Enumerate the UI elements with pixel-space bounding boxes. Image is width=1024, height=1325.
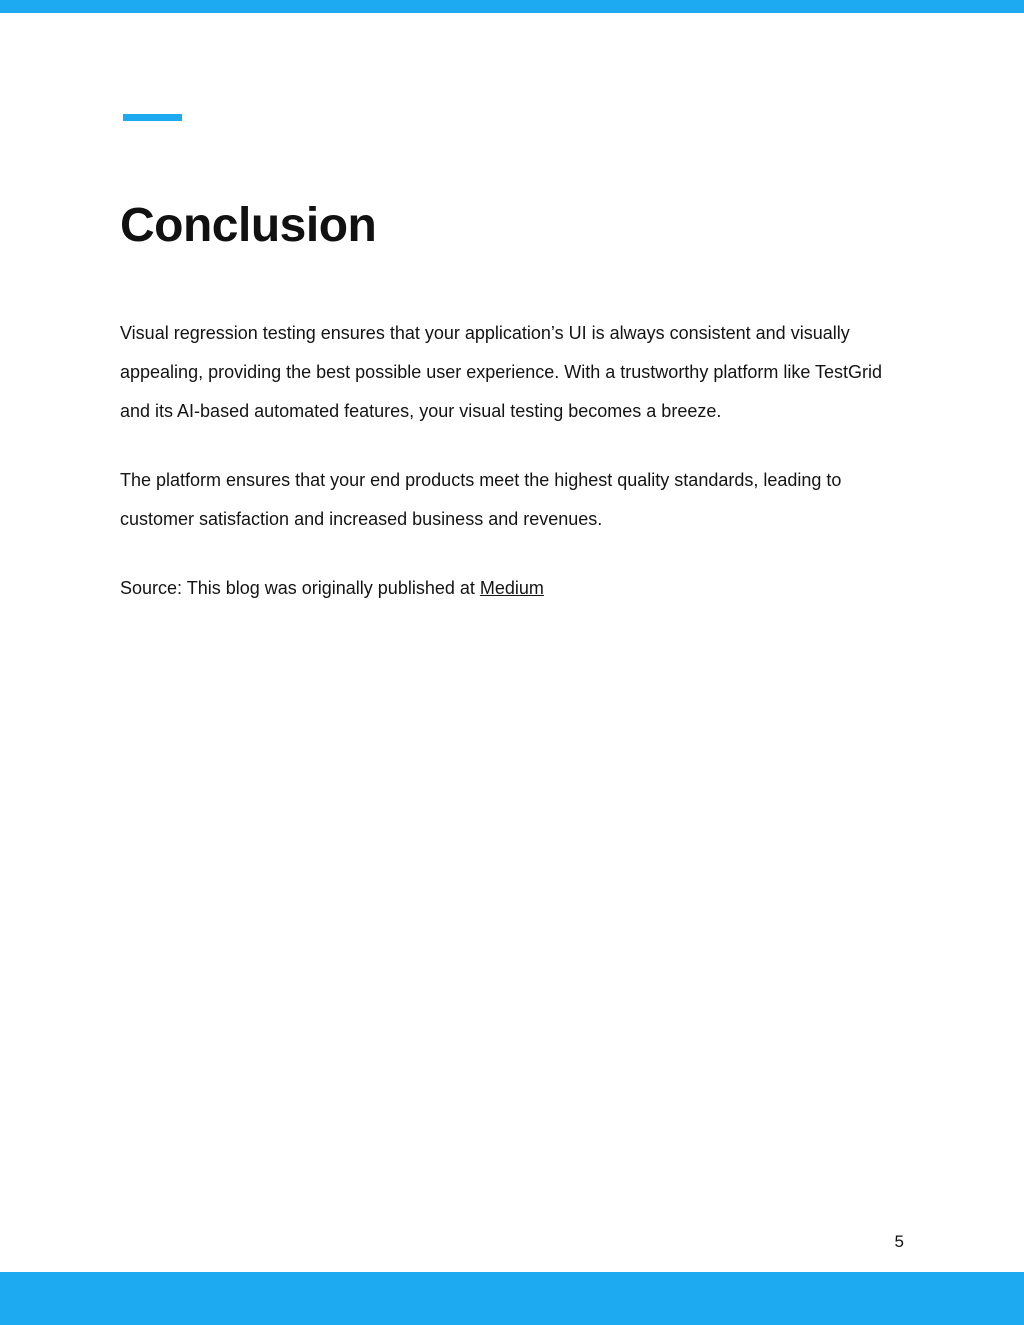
- medium-link[interactable]: Medium: [479, 578, 544, 598]
- paragraph-platform: The platform ensures that your end products meet the highest quality standards, leading to customer satisfaction and increased business and revenues.: [120, 470, 842, 529]
- paragraph-intro: Visual regression testing ensures that your application’s UI is always consistent and visually appealing, providing the best possible user experience. With a trustworthy platform like TestGrid and its AI-based automated features, your visual testing becomes a breeze.: [120, 323, 883, 421]
- source-line: [120, 569, 910, 608]
- source-prefix: Source: This blog was originally published at: [120, 578, 480, 598]
- title-accent-dash: [123, 114, 182, 121]
- body-content: [120, 314, 910, 608]
- top-accent-bar: [0, 0, 1024, 13]
- bottom-accent-bar: [0, 1272, 1024, 1325]
- page-number: 5: [894, 1232, 904, 1251]
- page-title: Conclusion: [120, 199, 377, 252]
